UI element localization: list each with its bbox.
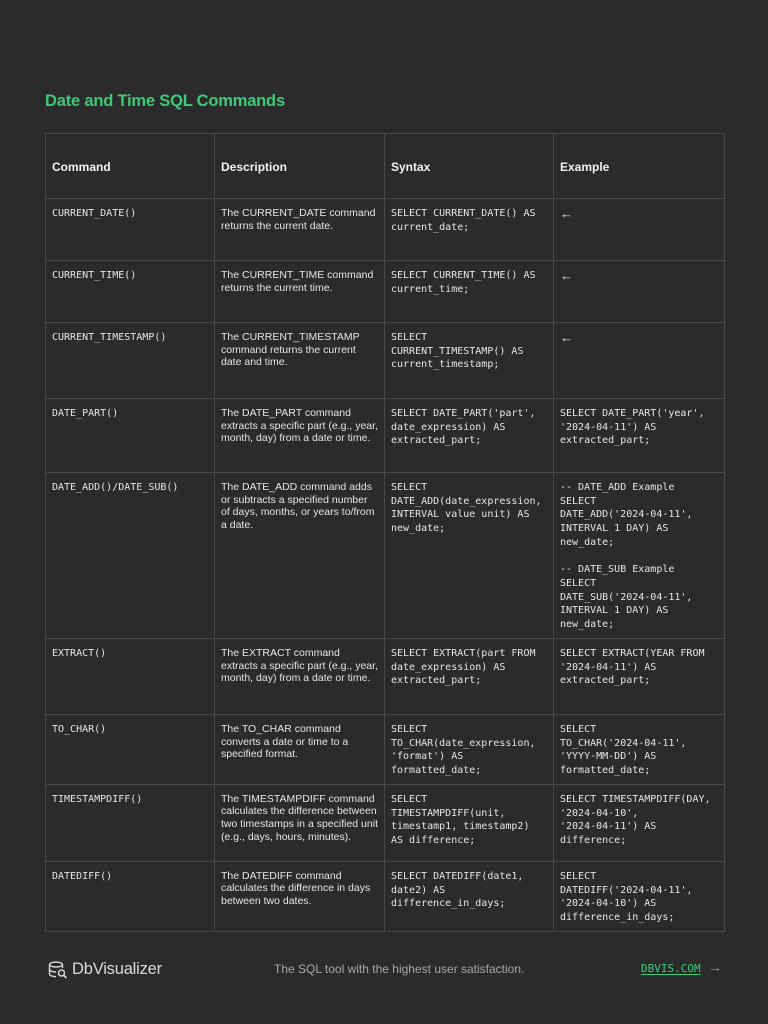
example-cell: SELECT DATE_PART('year', '2024-04-11') AS extracted_part; (554, 399, 725, 473)
table-row (46, 639, 725, 715)
table-row (46, 199, 725, 261)
syntax-cell: SELECT TIMESTAMPDIFF(unit, timestamp1, timestamp2) AS difference; (385, 784, 554, 861)
brand-name: DbVisualizer (72, 960, 162, 978)
syntax-cell: SELECT CURRENT_TIME() AS current_time; (385, 261, 554, 323)
syntax-cell: SELECT TO_CHAR(date_expression, 'format') AS formatted_date; (385, 715, 554, 785)
table-row (46, 784, 725, 861)
table-row (46, 399, 725, 473)
syntax-cell: SELECT DATEDIFF(date1, date2) AS difference_in_days; (385, 861, 554, 931)
command-cell: CURRENT_TIME() (46, 261, 215, 323)
arrow-right-icon[interactable]: → (708, 959, 722, 975)
example-cell: SELECT DATEDIFF('2024-04-11', '2024-04-10') AS difference_in_days; (554, 861, 725, 931)
table-header-row (46, 134, 725, 199)
table-row (46, 323, 725, 399)
description-cell: The CURRENT_TIMESTAMP command returns the current date and time. (215, 323, 385, 399)
syntax-cell: SELECT CURRENT_TIMESTAMP() AS current_timestamp; (385, 323, 554, 399)
commands-table (45, 133, 725, 932)
example-cell: ← (554, 261, 725, 323)
syntax-cell: SELECT DATE_ADD(date_expression, INTERVAL value unit) AS new_date; (385, 473, 554, 639)
description-cell: The DATE_ADD command adds or subtracts a specified number of days, months, or years to/from a date. (215, 473, 385, 639)
database-search-icon (48, 961, 68, 979)
command-cell: CURRENT_TIMESTAMP() (46, 323, 215, 399)
example-cell: SELECT TO_CHAR('2024-04-11', 'YYYY-MM-DD') AS formatted_date; (554, 715, 725, 785)
example-cell: -- DATE_ADD Example SELECT DATE_ADD('2024-04-11', INTERVAL 1 DAY) AS new_date; -- DATE_SUB Example SELECT DATE_SUB('2024-04-11', INTERVAL 1 DAY) AS new_date; (554, 473, 725, 639)
command-cell: TIMESTAMPDIFF() (46, 784, 215, 861)
page-title: Date and Time SQL Commands (45, 92, 285, 110)
table-row (46, 715, 725, 785)
description-cell: The DATE_PART command extracts a specific part (e.g., year, month, day) from a date or time. (215, 399, 385, 473)
description-cell: The CURRENT_TIME command returns the current time. (215, 261, 385, 323)
footer (0, 958, 768, 982)
command-cell: CURRENT_DATE() (46, 199, 215, 261)
example-cell: ← (554, 323, 725, 399)
table-row (46, 261, 725, 323)
example-cell: ← (554, 199, 725, 261)
header-command: Command (46, 134, 215, 199)
description-cell: The EXTRACT command extracts a specific part (e.g., year, month, day) from a date or time. (215, 639, 385, 715)
command-cell: DATE_ADD()/DATE_SUB() (46, 473, 215, 639)
tagline: The SQL tool with the highest user satisfaction. (274, 962, 525, 976)
header-syntax: Syntax (385, 134, 554, 199)
syntax-cell: SELECT DATE_PART('part', date_expression) AS extracted_part; (385, 399, 554, 473)
command-cell: EXTRACT() (46, 639, 215, 715)
syntax-cell: SELECT EXTRACT(part FROM date_expression) AS extracted_part; (385, 639, 554, 715)
header-example: Example (554, 134, 725, 199)
description-cell: The CURRENT_DATE command returns the current date. (215, 199, 385, 261)
header-description: Description (215, 134, 385, 199)
description-cell: The TO_CHAR command converts a date or time to a specified format. (215, 715, 385, 785)
description-cell: The DATEDIFF command calculates the difference in days between two dates. (215, 861, 385, 931)
example-cell: SELECT EXTRACT(YEAR FROM '2024-04-11') AS extracted_part; (554, 639, 725, 715)
website-link[interactable]: DBVIS.COM (641, 962, 701, 975)
description-cell: The TIMESTAMPDIFF command calculates the difference between two timestamps in a specified unit (e.g., days, hours, minutes). (215, 784, 385, 861)
brand-logo[interactable] (48, 960, 162, 979)
command-cell: DATEDIFF() (46, 861, 215, 931)
syntax-cell: SELECT CURRENT_DATE() AS current_date; (385, 199, 554, 261)
example-cell: SELECT TIMESTAMPDIFF(DAY, '2024-04-10', '2024-04-11') AS difference; (554, 784, 725, 861)
command-cell: TO_CHAR() (46, 715, 215, 785)
command-cell: DATE_PART() (46, 399, 215, 473)
table-row (46, 861, 725, 931)
table-row (46, 473, 725, 639)
